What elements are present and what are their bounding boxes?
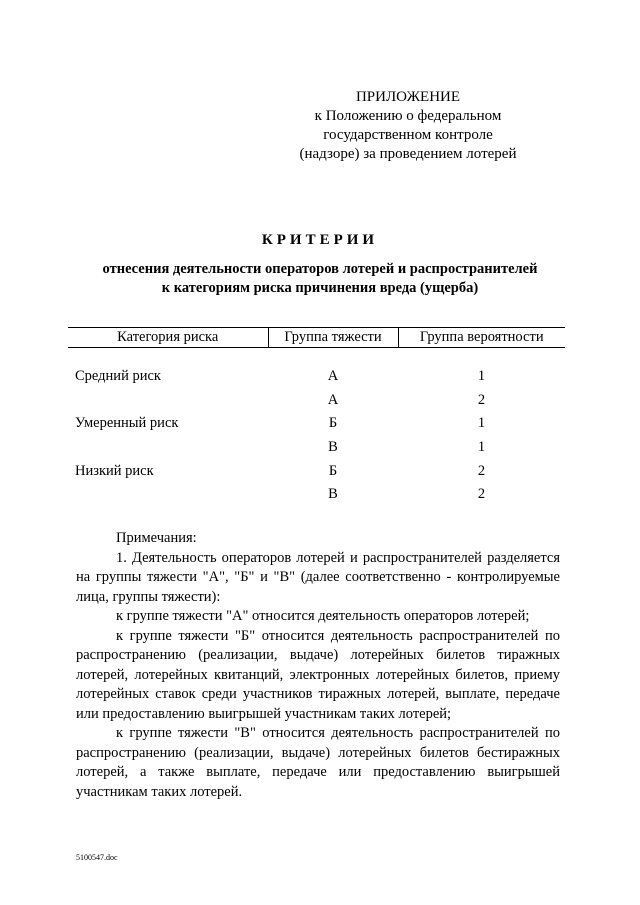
risk-category: Умеренный риск: [75, 415, 179, 432]
probability-group: 1: [477, 368, 486, 385]
header-category: Категория риска: [68, 328, 268, 348]
probability-group: 1: [477, 439, 486, 456]
probability-group: 2: [477, 391, 486, 408]
appendix-line: к Положению о федеральном: [314, 108, 502, 124]
notes-paragraph: к группе тяжести "Б" относится деятельность распространителей по распространению (реализации, выдаче) лотерейных билетов тиражных лотерей, лотерейных квитанций, электронных лотерейных билетов, приему лотерейных ставок среди участников тиражных лотерей, выплате, передаче или предоставлению выигрышей участникам таких лотерей;: [76, 627, 560, 722]
file-name-footer: 5100547.doc: [76, 853, 118, 862]
appendix-title: ПРИЛОЖЕНИЕ: [355, 89, 461, 105]
notes-paragraph: 1. Деятельность операторов лотерей и распространителей разделяется на группы тяжести "А", "Б" и "В" (далее соответственно - контролируемые лица, группы тяжести):: [76, 549, 560, 605]
table-row: [68, 365, 565, 389]
risk-category: [68, 389, 268, 413]
subtitle-line: к категориям риска причинения вреда (ущерба): [161, 280, 479, 296]
notes-paragraph: к группе тяжести "В" относится деятельность распространителей по распространению (реализации, выдаче) лотерейных билетов бестиражных лотерей, а также выплате, передаче или предоставлению выигрышей участникам таких лотерей.: [76, 725, 560, 800]
appendix-line: (надзоре) за проведением лотерей: [299, 146, 517, 162]
subtitle-line: отнесения деятельности операторов лотерей и распространителей: [102, 261, 538, 277]
document-subtitle: [60, 260, 580, 298]
header-probability: Группа вероятности: [398, 328, 565, 348]
table-row: [68, 389, 565, 413]
notes-section: [76, 529, 560, 802]
notes-paragraph: к группе тяжести "А" относится деятельность операторов лотерей;: [116, 608, 530, 624]
severity-group: В: [328, 486, 338, 503]
table-row: [68, 483, 565, 507]
document-title: КРИТЕРИИ: [261, 232, 379, 248]
risk-category: Средний риск: [75, 368, 161, 385]
table-spacer: [68, 348, 565, 366]
table-row: [68, 436, 565, 460]
table-row: [68, 459, 565, 483]
probability-group: 2: [477, 486, 486, 503]
probability-group: 2: [477, 462, 486, 479]
table-row: [68, 412, 565, 436]
severity-group: А: [327, 391, 339, 408]
severity-group: Б: [328, 415, 338, 432]
severity-group: В: [328, 439, 338, 456]
risk-criteria-table: [68, 327, 565, 507]
severity-group: Б: [328, 462, 338, 479]
appendix-block: [258, 88, 558, 164]
risk-category: Низкий риск: [75, 462, 154, 479]
severity-group: А: [327, 368, 339, 385]
notes-heading: Примечания:: [116, 530, 197, 546]
probability-group: 1: [477, 415, 486, 432]
header-severity: Группа тяжести: [268, 328, 398, 348]
risk-category: [68, 436, 268, 460]
risk-category: [68, 483, 268, 507]
appendix-line: государственном контроле: [323, 127, 493, 143]
table-header-row: [68, 328, 565, 348]
